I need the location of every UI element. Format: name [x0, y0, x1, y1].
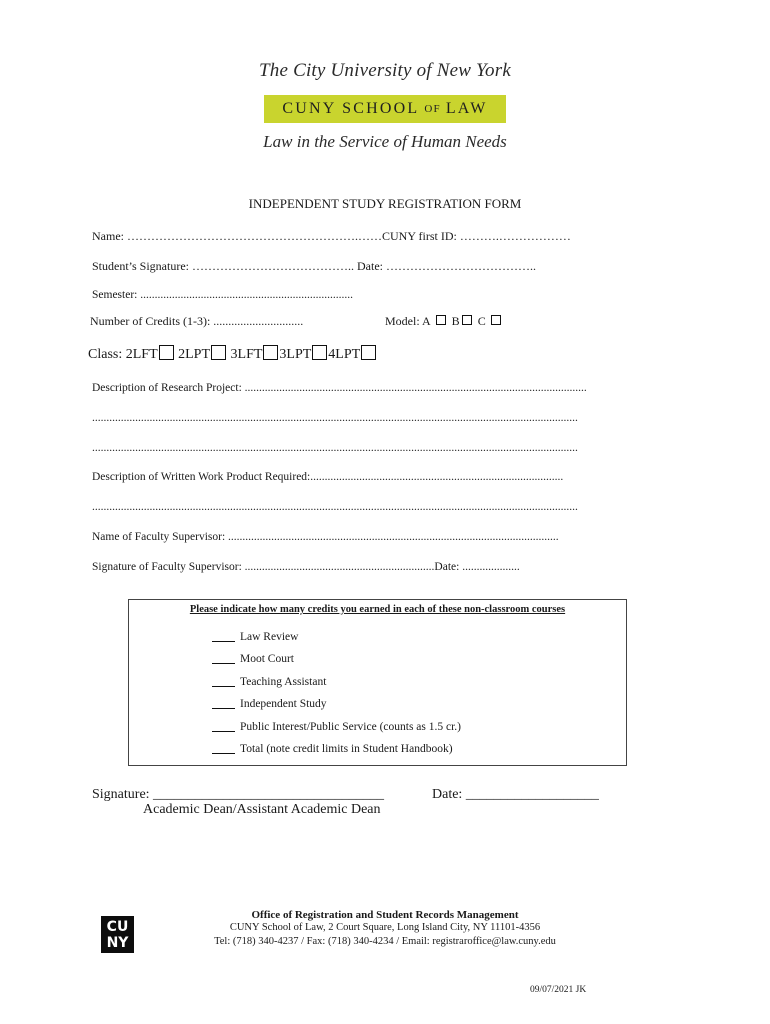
class-2lpt-checkbox[interactable] [211, 345, 226, 360]
class-4lpt-checkbox[interactable] [361, 345, 376, 360]
model-selector [385, 314, 507, 329]
school-logo-bar [264, 95, 506, 123]
credit-blank[interactable] [212, 745, 235, 754]
credit-item[interactable] [212, 676, 326, 688]
model-b-checkbox[interactable] [462, 315, 472, 325]
research-description-line-3[interactable]: ......................................................................................................................................................................... [92, 442, 578, 454]
class-4lpt-label: 4LPT [328, 347, 361, 362]
class-2lft-checkbox[interactable] [159, 345, 174, 360]
class-3lft-label: 3LFT [230, 347, 263, 362]
dean-signature-field[interactable]: Signature: _________________________________ [92, 787, 385, 802]
model-b-label: B [451, 314, 460, 328]
credit-item-label: Total (note credit limits in Student Handbook) [240, 743, 453, 755]
form-date-code: 09/07/2021 JK [530, 985, 587, 995]
cuny-logo-line-2: NY [106, 934, 129, 951]
cuny-logo-line-1: CU [106, 918, 129, 935]
credit-blank[interactable] [212, 678, 235, 687]
research-description-field[interactable]: Description of Research Project: ....................................................................................................................... [92, 382, 587, 394]
class-3lpt-label: 3LPT [279, 347, 312, 362]
university-name: The City University of New York [259, 60, 511, 81]
faculty-supervisor-name-field[interactable]: Name of Faculty Supervisor: ................................................................................................................... [92, 531, 559, 543]
credit-item[interactable] [212, 631, 298, 643]
written-work-field[interactable]: Description of Written Work Product Required:........................................................................................ [92, 471, 564, 483]
credit-item[interactable] [212, 698, 327, 710]
class-3lpt-checkbox[interactable] [312, 345, 327, 360]
dean-date-field[interactable]: Date: ___________________ [432, 787, 599, 802]
class-2lft-label: Class: 2LFT [88, 347, 158, 362]
class-2lpt-label: 2LPT [178, 347, 211, 362]
credit-item[interactable] [212, 743, 453, 755]
written-work-line-2[interactable]: ......................................................................................................................................................................... [92, 501, 578, 513]
school-tagline: Law in the Service of Human Needs [263, 132, 507, 151]
credit-item-label: Teaching Assistant [240, 676, 327, 688]
school-name-pre: CUNY SCHOOL [282, 100, 420, 117]
credits-field[interactable]: Number of Credits (1-3): .............................. [90, 314, 304, 328]
faculty-supervisor-signature-field[interactable]: Signature of Faculty Supervisor: ..................................................................Date: .................... [92, 561, 520, 573]
footer-address: CUNY School of Law, 2 Court Square, Long Island City, NY 11101-4356 [229, 922, 541, 933]
credit-item-label: Public Interest/Public Service (counts as 1.5 cr.) [240, 721, 462, 733]
model-c-label: C [477, 314, 486, 328]
credit-item-label: Moot Court [240, 653, 294, 665]
semester-field[interactable]: Semester: .......................................................................... [92, 289, 353, 301]
student-signature-field[interactable]: Student’s Signature: ………………………………….. Date: ……………………………….. [92, 259, 536, 273]
credit-blank[interactable] [212, 723, 235, 732]
credit-item[interactable] [212, 653, 294, 665]
credit-item-label: Independent Study [240, 698, 327, 710]
name-field[interactable]: Name: ………………………………………………….……CUNY first ID: ……….……………… [92, 229, 571, 243]
class-3lft-checkbox[interactable] [263, 345, 278, 360]
school-name-of: OF [424, 103, 441, 115]
credit-blank[interactable] [212, 655, 235, 664]
model-label: Model: A [385, 314, 431, 328]
credit-item[interactable] [212, 721, 461, 733]
credits-panel [128, 599, 627, 766]
form-title: INDEPENDENT STUDY REGISTRATION FORM [248, 196, 522, 211]
model-a-checkbox[interactable] [436, 315, 446, 325]
footer-office-name: Office of Registration and Student Records Management [251, 909, 519, 921]
credits-panel-title: Please indicate how many credits you earned in each of these non-classroom courses [189, 604, 566, 615]
school-name-post: LAW [445, 100, 488, 117]
credit-item-label: Law Review [240, 631, 299, 643]
research-description-line-2[interactable]: ......................................................................................................................................................................... [92, 412, 578, 424]
footer-contact: Tel: (718) 340-4237 / Fax: (718) 340-4234 / Email: registraroffice@law.cuny.edu [214, 936, 556, 947]
class-selector [88, 345, 377, 363]
dean-title: Academic Dean/Assistant Academic Dean [143, 802, 381, 817]
model-c-checkbox[interactable] [491, 315, 501, 325]
credit-blank[interactable] [212, 700, 235, 709]
credit-blank[interactable] [212, 633, 235, 642]
